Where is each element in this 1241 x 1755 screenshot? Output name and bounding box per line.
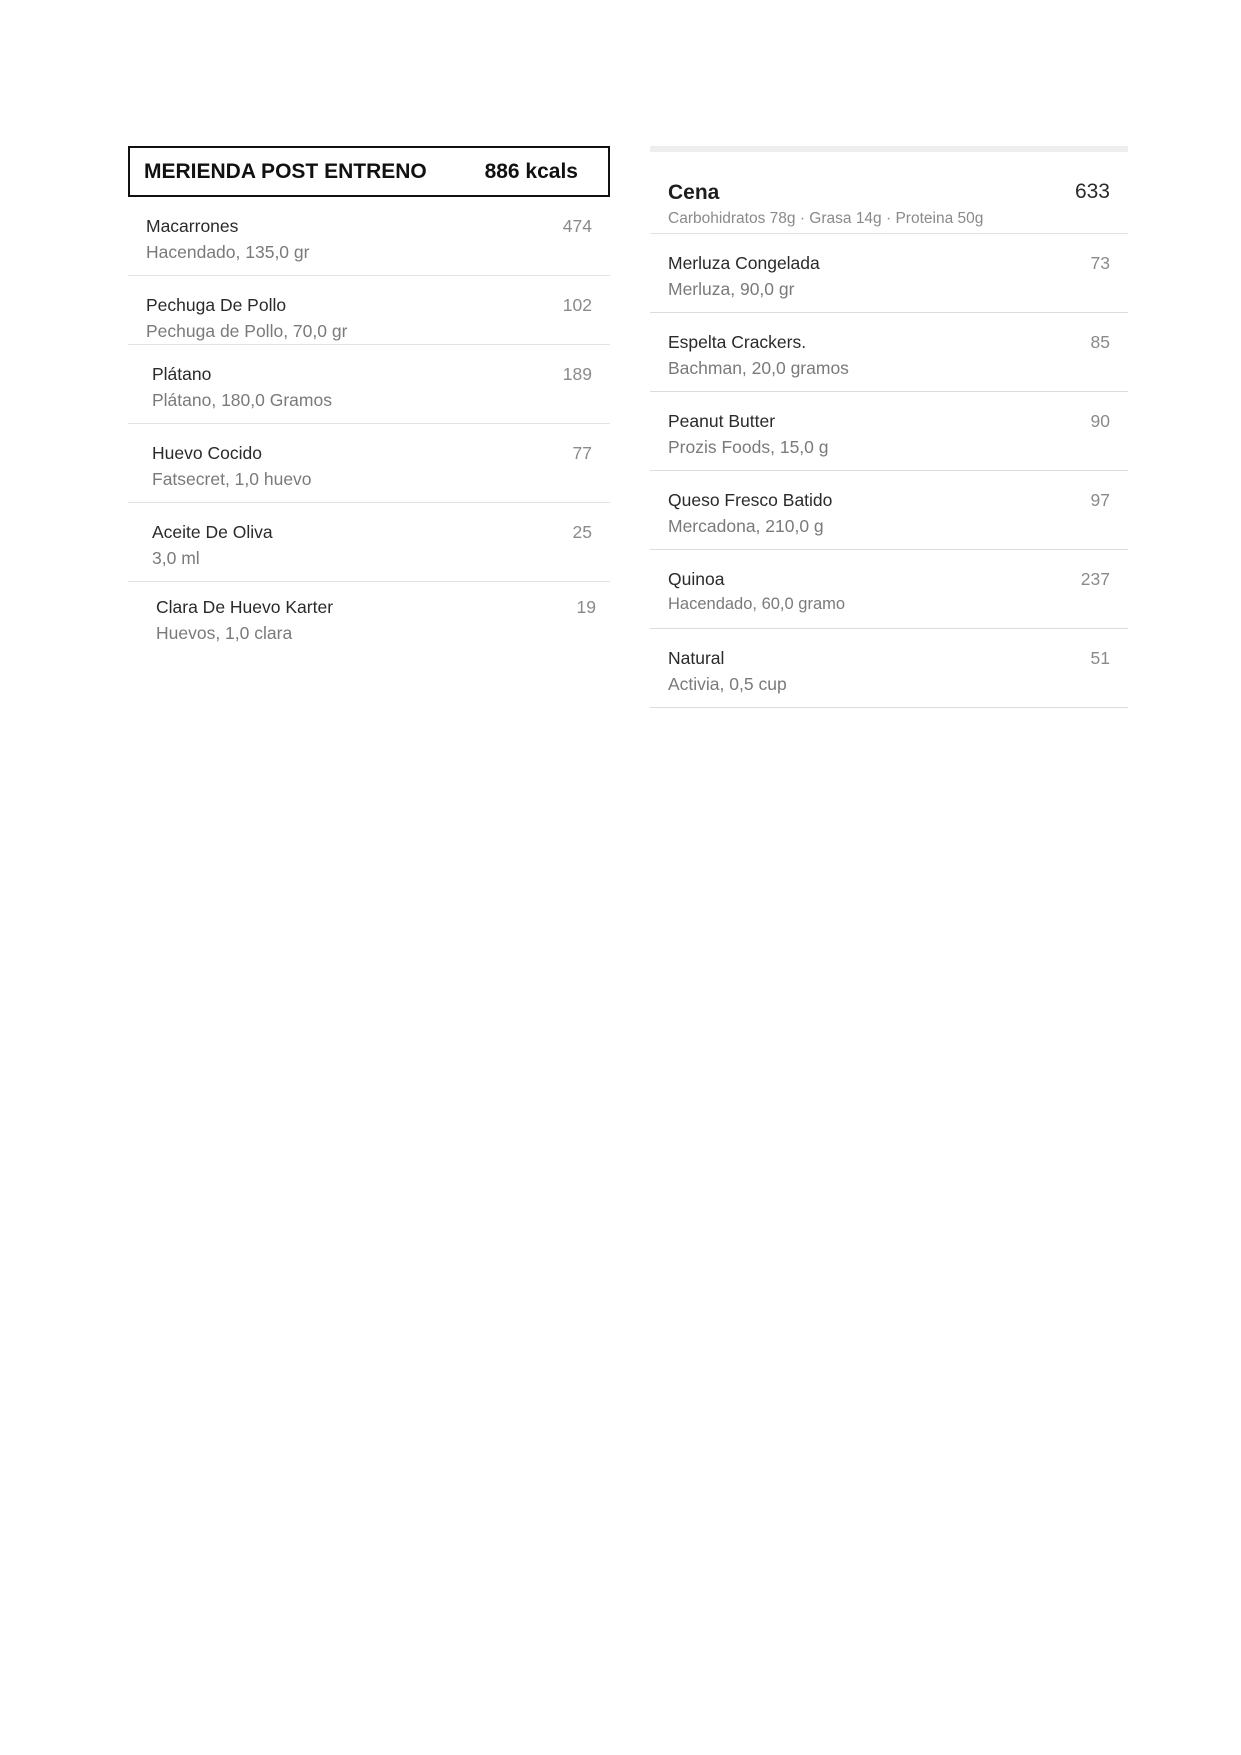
food-detail: Hacendado, 60,0 gramo — [668, 595, 846, 613]
food-item[interactable] — [650, 629, 1128, 708]
food-item[interactable] — [650, 313, 1128, 392]
food-name: Espelta Crackers. — [668, 332, 807, 352]
cena-kcal-total: 633 — [1074, 180, 1110, 203]
food-kcal: 189 — [562, 364, 592, 384]
food-item[interactable] — [650, 550, 1128, 629]
food-detail: Mercadona, 210,0 g — [668, 516, 824, 536]
food-name: Aceite De Oliva — [152, 522, 273, 542]
food-detail: Activia, 0,5 cup — [668, 674, 787, 694]
food-name: Plátano — [152, 364, 212, 384]
cena-header[interactable] — [650, 152, 1128, 234]
food-item[interactable] — [128, 424, 610, 503]
cena-section — [650, 146, 1128, 708]
food-name: Peanut Butter — [668, 411, 776, 431]
food-name: Macarrones — [146, 216, 239, 236]
food-kcal: 90 — [1090, 411, 1110, 431]
merienda-title: MERIENDA POST ENTRENO — [144, 159, 427, 183]
food-kcal: 102 — [562, 295, 592, 315]
food-item[interactable] — [128, 197, 610, 276]
food-kcal: 85 — [1090, 332, 1110, 352]
food-item[interactable] — [128, 276, 610, 345]
food-item[interactable] — [128, 345, 610, 424]
food-name: Huevo Cocido — [152, 443, 262, 463]
food-name: Pechuga De Pollo — [146, 295, 287, 315]
food-detail: 3,0 ml — [152, 548, 200, 568]
food-name: Clara De Huevo Karter — [156, 597, 334, 617]
food-detail: Merluza, 90,0 gr — [668, 279, 795, 299]
food-item[interactable] — [650, 392, 1128, 471]
food-item[interactable] — [128, 503, 610, 582]
food-kcal: 73 — [1090, 253, 1110, 273]
food-detail: Huevos, 1,0 clara — [156, 623, 293, 643]
merienda-kcal-total: 886 kcals — [484, 159, 578, 183]
food-item[interactable] — [650, 471, 1128, 550]
food-name: Natural — [668, 648, 725, 668]
food-kcal: 474 — [562, 216, 592, 236]
food-kcal: 19 — [576, 597, 596, 617]
food-name: Quinoa — [668, 569, 725, 589]
food-detail: Pechuga de Pollo, 70,0 gr — [146, 321, 348, 341]
cena-macros: Carbohidratos 78g · Grasa 14g · Proteina 50g — [668, 210, 984, 227]
food-kcal: 77 — [572, 443, 592, 463]
food-kcal: 51 — [1090, 648, 1110, 668]
food-detail: Prozis Foods, 15,0 g — [668, 437, 829, 457]
merienda-section — [128, 146, 610, 661]
food-detail: Hacendado, 135,0 gr — [146, 242, 310, 262]
cena-title: Cena — [668, 181, 720, 204]
food-kcal: 237 — [1080, 569, 1110, 589]
food-item[interactable] — [128, 582, 610, 661]
food-kcal: 25 — [572, 522, 592, 542]
food-name: Merluza Congelada — [668, 253, 820, 273]
merienda-header — [128, 146, 610, 197]
food-item[interactable] — [650, 234, 1128, 313]
food-detail: Fatsecret, 1,0 huevo — [152, 469, 312, 489]
food-kcal: 97 — [1090, 490, 1110, 510]
food-detail: Bachman, 20,0 gramos — [668, 358, 849, 378]
food-detail: Plátano, 180,0 Gramos — [152, 390, 332, 410]
food-name: Queso Fresco Batido — [668, 490, 833, 510]
